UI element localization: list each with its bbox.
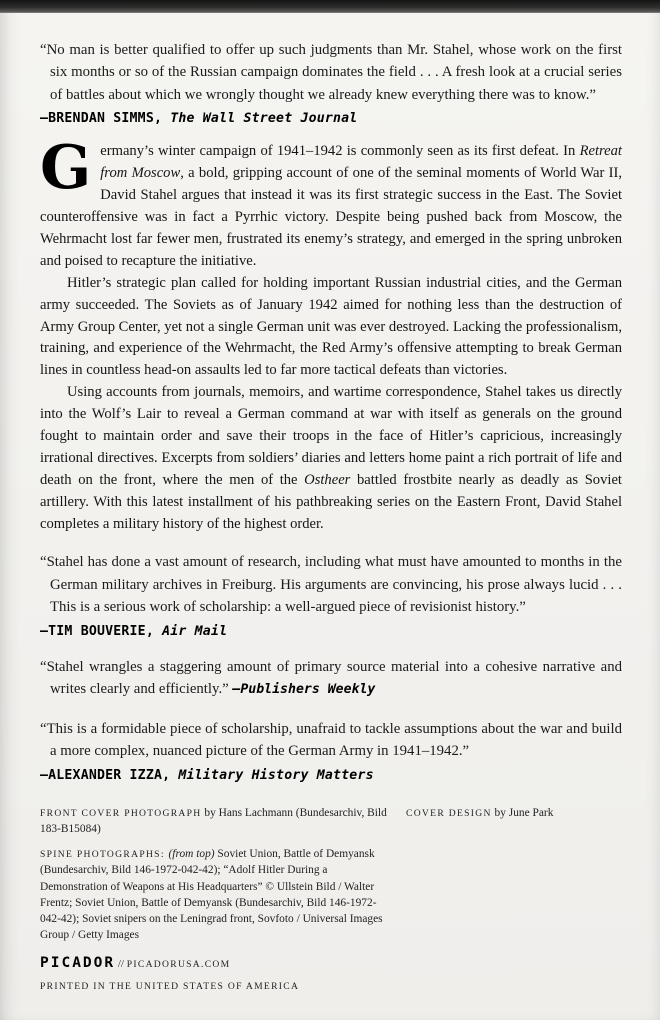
cover-design-credit: COVER DESIGN by June Park: [406, 806, 554, 819]
review-quote-publishers-weekly: “Stahel wrangles a staggering amount of primary source material into a cohesive narrative and writes clearly and efficiently.” —Publishers Weekly: [40, 658, 622, 698]
review-quote-publishers-weekly-block: [40, 656, 622, 701]
back-cover-content: [0, 13, 660, 994]
synopsis-paragraph-3: Using accounts from journals, memoirs, and wartime correspondence, Stahel takes us directly into the Wolf’s Lair to reveal a German command at war with itself as generals on the ground fought to maintain order and save their troops in the face of Hitler’s capricious, increasingly irrational directives. Excerpts from soldiers’ diaries and letters home paint a rich portrait of life and death on the front, where the men of the Ostheer battled frostbite nearly as deadly as Soviet artillery. With this latest installment of his pathbreaking series on the Eastern Front, David Stahel completes a military history of the highest order.: [40, 384, 622, 532]
review-quote-izza: “This is a formidable piece of scholarship, unafraid to tackle assumptions about the war and build a more complex, nuanced picture of the German Army in 1941–1942.”: [40, 720, 622, 760]
publisher-line: PICADOR // PICADORUSA.COM: [40, 955, 231, 972]
drop-cap-g: G: [40, 133, 92, 204]
synopsis-paragraph-2: Hitler’s strategic plan called for holding important Russian industrial cities, and the German army succeeded. The Soviets as of January 1942 aimed for nothing less than the destruction of Army Group Center, yet not a single German unit was ever destroyed. Lacking the professionalism, training, and experience of the Wehrmacht, the Red Army’s offensive attempting to break German lines in countless head-on assaults led to far more tactical defeats than victories.: [40, 274, 622, 379]
synopsis: [40, 133, 622, 535]
review-quote-bouverie: “Stahel has done a vast amount of research, including what must have amounted to months in the German military archives in Freiburg. His arguments are convincing, his prose always lucid . . . This is a serious work of scholarship: a well-argued piece of revisionist history.”: [40, 554, 622, 616]
spine-photographs-credit: SPINE PHOTOGRAPHS: (from top) Soviet Union, Battle of Demyansk (Bundesarchiv, Bild 146-1972-042-42); “Adolf Hitler During a Demonstration of Weapons at His Headquarters” © Ullstein Bild / Walter Frentz; Soviet Union, Battle of Demyansk (Bundesarchiv, Bild 146-1972-042-42); Soviet snipers on the Leningrad front, Sovfoto / Universal Images Group / Getty Images: [40, 848, 383, 942]
synopsis-paragraph-1: [40, 133, 622, 272]
review-attribution-simms: —BRENDAN SIMMS, The Wall Street Journal: [40, 111, 358, 127]
review-quote-top: “No man is better qualified to offer up such judgments than Mr. Stahel, whose work on the first six months or so of the Russian campaign dominates the field . . . A fresh look at a crucial series of battles about which we wrongly thought we already knew everything there was to know.”: [40, 42, 622, 103]
credits-section: [40, 805, 622, 994]
review-attribution-bouverie: —TIM BOUVERIE, Air Mail: [40, 623, 228, 639]
printed-in-line: PRINTED IN THE UNITED STATES OF AMERICA: [40, 980, 300, 992]
review-attribution-izza: —ALEXANDER IZZA, Military History Matters: [40, 767, 374, 783]
review-quote-bouverie-block: [40, 551, 622, 638]
book-top-edge: [0, 0, 660, 13]
front-cover-photo-credit: FRONT COVER PHOTOGRAPH by Hans Lachmann (Bundesarchiv, Bild 183-B15084): [40, 806, 387, 836]
credits-row: [40, 805, 622, 837]
review-quote-izza-block: [40, 718, 622, 783]
synopsis-paragraph-1-text: ermany’s winter campaign of 1941–1942 is commonly seen as its first defeat. In Retreat from Moscow, a bold, gripping account of one of the seminal moments of World War II, David Stahel argues that instead it was its first strategic success in the East. The Soviet counteroffensive was in fact a Pyrrhic victory. Despite being pushed back from Moscow, the Wehrmacht lost far fewer men, frustrated its enemy’s strategy, and emerged in the spring unbroken and poised to recapture the initiative.: [40, 143, 622, 269]
